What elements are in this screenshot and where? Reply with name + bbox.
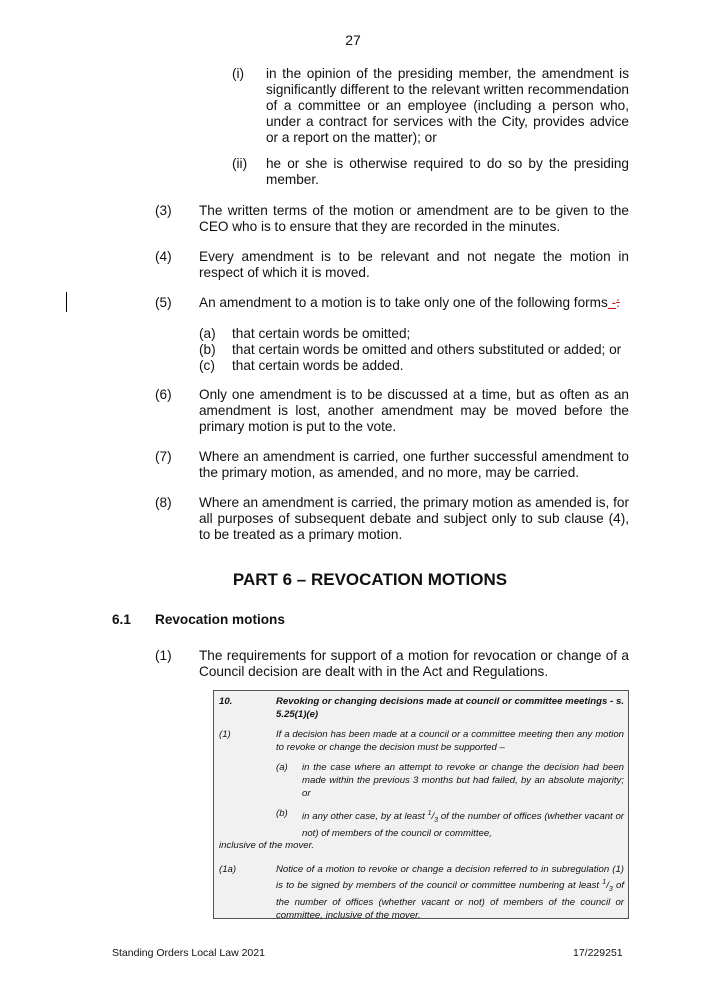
revision-change-bar — [66, 292, 67, 312]
subregulation-num: (1a) — [219, 864, 237, 875]
clause-text — [199, 295, 629, 311]
clause-text: The requirements for support of a motion for revocation or change of a Council decision are dealt with in the Act and Regulations. — [199, 648, 629, 679]
clause-text: Where an amendment is carried, the primary motion as amended is, for all purposes of subsequent debate and subject only to sub clause (4), to be treated as a primary motion. — [199, 495, 629, 542]
list-item-text: in the opinion of the presiding member, the amendment is significantly different to the relevant written recommendation of a committee or an employee (including a person who, under a contract for services with the City, provides advice or a report on the matter); or — [266, 66, 629, 145]
subregulation-text: If a decision has been made at a council or a committee meeting then any motion to revoke or change the decision must be supported – — [276, 729, 624, 753]
paragraph-text: in any other case, by at least $^1/_3$ of the number of offices (whether vacant or not) of members of the council or committee, — [302, 810, 624, 840]
list-item-text: he or she is otherwise required to do so by the presiding member. — [266, 156, 629, 187]
form-text: that certain words be omitted; — [232, 326, 411, 341]
clause-text: Only one amendment is to be discussed at a time, but as often as an amendment is lost, another amendment may be moved before the primary motion is put to the vote. — [199, 387, 629, 434]
clause-text: Every amendment is to be relevant and not negate the motion in respect of which it is moved. — [199, 249, 629, 280]
footer-document-number: 17/229251 — [573, 947, 623, 959]
form-text: that certain words be omitted and others substituted or added; or — [232, 342, 622, 357]
form-num: (b) — [199, 342, 216, 357]
clause-text: The written terms of the motion or amendment are to be given to the CEO who is to ensure that they are recorded in the minutes. — [199, 203, 629, 234]
list-item-num: (i) — [232, 66, 245, 81]
tracked-deletion: : — [616, 295, 620, 310]
section-title: Revocation motions — [155, 612, 285, 627]
clause-num: (3) — [155, 203, 172, 218]
clause-num: (6) — [155, 387, 172, 402]
paragraph-num: (a) — [276, 762, 288, 773]
regulation-title: Revoking or changing decisions made at council or committee meetings - s. 5.25(1)(e) — [276, 696, 624, 720]
subregulation-num: (1) — [219, 729, 231, 740]
section-number: 6.1 — [112, 612, 131, 627]
tracked-insertion: - — [607, 295, 617, 310]
inclusive-text: inclusive of the mover. — [219, 840, 315, 851]
paragraph-num: (b) — [276, 808, 288, 819]
clause-num: (8) — [155, 495, 172, 510]
footer-title: Standing Orders Local Law 2021 — [112, 947, 265, 959]
subregulation-text: Notice of a motion to revoke or change a decision referred to in subregulation (1) is to be signed by members of the council or committee numbering at least $^1/_3$ of the number of offices (whether vacant or not) of members of the council or committee, inclusive of the mover. — [276, 864, 624, 922]
regulation-excerpt-box — [213, 690, 629, 922]
clause-num: (7) — [155, 449, 172, 464]
form-num: (a) — [199, 326, 216, 341]
page-number: 27 — [345, 32, 361, 48]
clause-num: (5) — [155, 295, 172, 310]
paragraph-text: in the case where an attempt to revoke or change the decision had been made within the previous 3 months but had failed, by an absolute majority; or — [302, 762, 624, 799]
form-text: that certain words be added. — [232, 358, 404, 373]
part-heading: PART 6 – REVOCATION MOTIONS — [232, 570, 508, 589]
clause-text-body: An amendment to a motion is to take only one of the following forms — [199, 295, 608, 310]
clause-num: (4) — [155, 249, 172, 264]
regulation-number: 10. — [219, 696, 233, 707]
form-num: (c) — [199, 358, 215, 373]
clause-num: (1) — [155, 648, 172, 663]
list-item-num: (ii) — [232, 156, 248, 171]
clause-text: Where an amendment is carried, one further successful amendment to the primary motion, as amended, and no more, may be carried. — [199, 449, 629, 480]
